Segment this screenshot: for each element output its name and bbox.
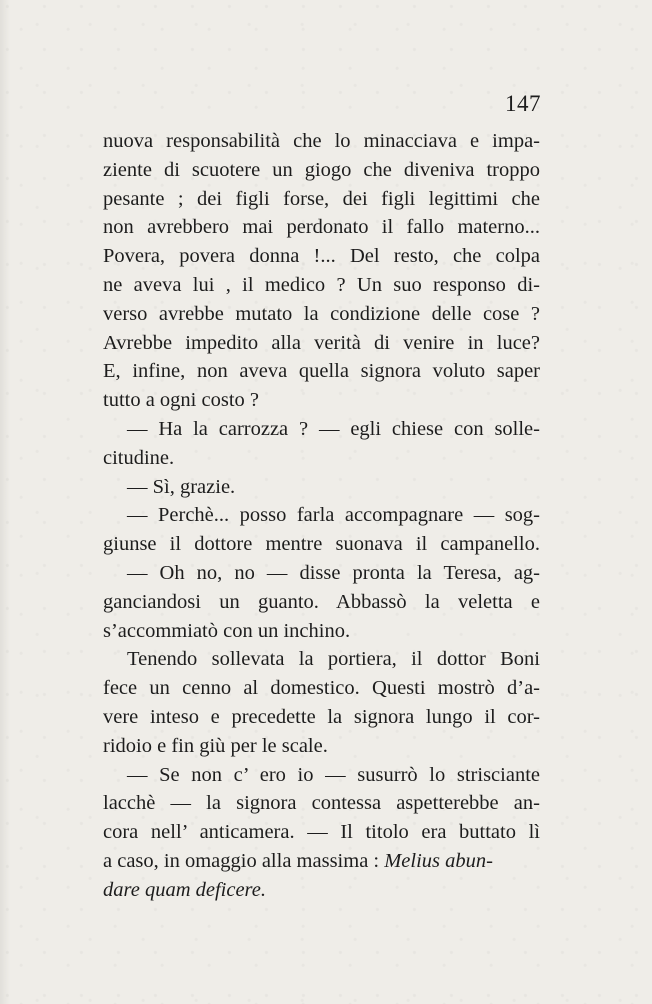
text-line: fece un cenno al domestico. Questi mostrò d’a- <box>103 677 540 700</box>
text-line: vere inteso e precedette la signora lungo il cor- <box>103 705 540 728</box>
text-line: giunse il dottore mentre suonava il campanello. <box>103 533 540 556</box>
mixed-line <box>103 847 540 876</box>
text-line: ganciandosi un guanto. Abbassò la veletta e <box>103 590 540 613</box>
text-segment: a caso, in omaggio alla massima : <box>103 849 380 872</box>
text-line: non avrebbero mai perdonato il fallo materno... <box>103 216 540 239</box>
text-line: ne aveva lui , il medico ? Un suo responso di- <box>103 273 540 296</box>
text-line: E, infine, non aveva quella signora voluto saper <box>103 360 540 383</box>
paragraph-start-line: Tenendo sollevata la portiera, il dottor Boni <box>127 648 540 671</box>
text-line: pesante ; dei figli forse, dei figli legittimi che <box>103 187 540 210</box>
dialogue-line: — Oh no, no — disse pronta la Teresa, ag- <box>127 561 540 584</box>
dialogue-line: — Ha la carrozza ? — egli chiese con solle- <box>127 417 540 440</box>
text-line: lacchè — la signora contessa aspetterebbe an- <box>103 792 540 815</box>
page-number: 147 <box>505 91 541 116</box>
text-line: tutto a ogni costo ? <box>103 389 260 412</box>
body-text <box>103 127 540 905</box>
text-line: cora nell’ anticamera. — Il titolo era buttato lì <box>103 821 540 844</box>
text-line: verso avrebbe mutato la condizione delle cose ? <box>103 302 540 325</box>
text-line: nuova responsabilità che lo minacciava e impa- <box>103 130 540 152</box>
dialogue-line: — Perchè... posso farla accompagnare — sog- <box>127 504 540 527</box>
dialogue-line: — Se non c’ ero io — susurrò lo strisciante <box>127 763 540 786</box>
latin-italic-line: dare quam deficere. <box>103 878 266 901</box>
text-line: s’accommiatò con un inchino. <box>103 619 351 642</box>
text-line: ziente di scuotere un giogo che diveniva troppo <box>103 158 540 181</box>
text-line: ridoio e fin giù per le scale. <box>103 734 328 757</box>
latin-italic-text: Melius abun- <box>384 849 493 872</box>
text-line: citudine. <box>103 446 175 469</box>
dialogue-line: — Sì, grazie. <box>127 475 236 498</box>
text-line: Avrebbe impedito alla verità di venire in luce? <box>103 331 540 354</box>
text-line: Povera, povera donna !... Del resto, che colpa <box>103 245 540 268</box>
